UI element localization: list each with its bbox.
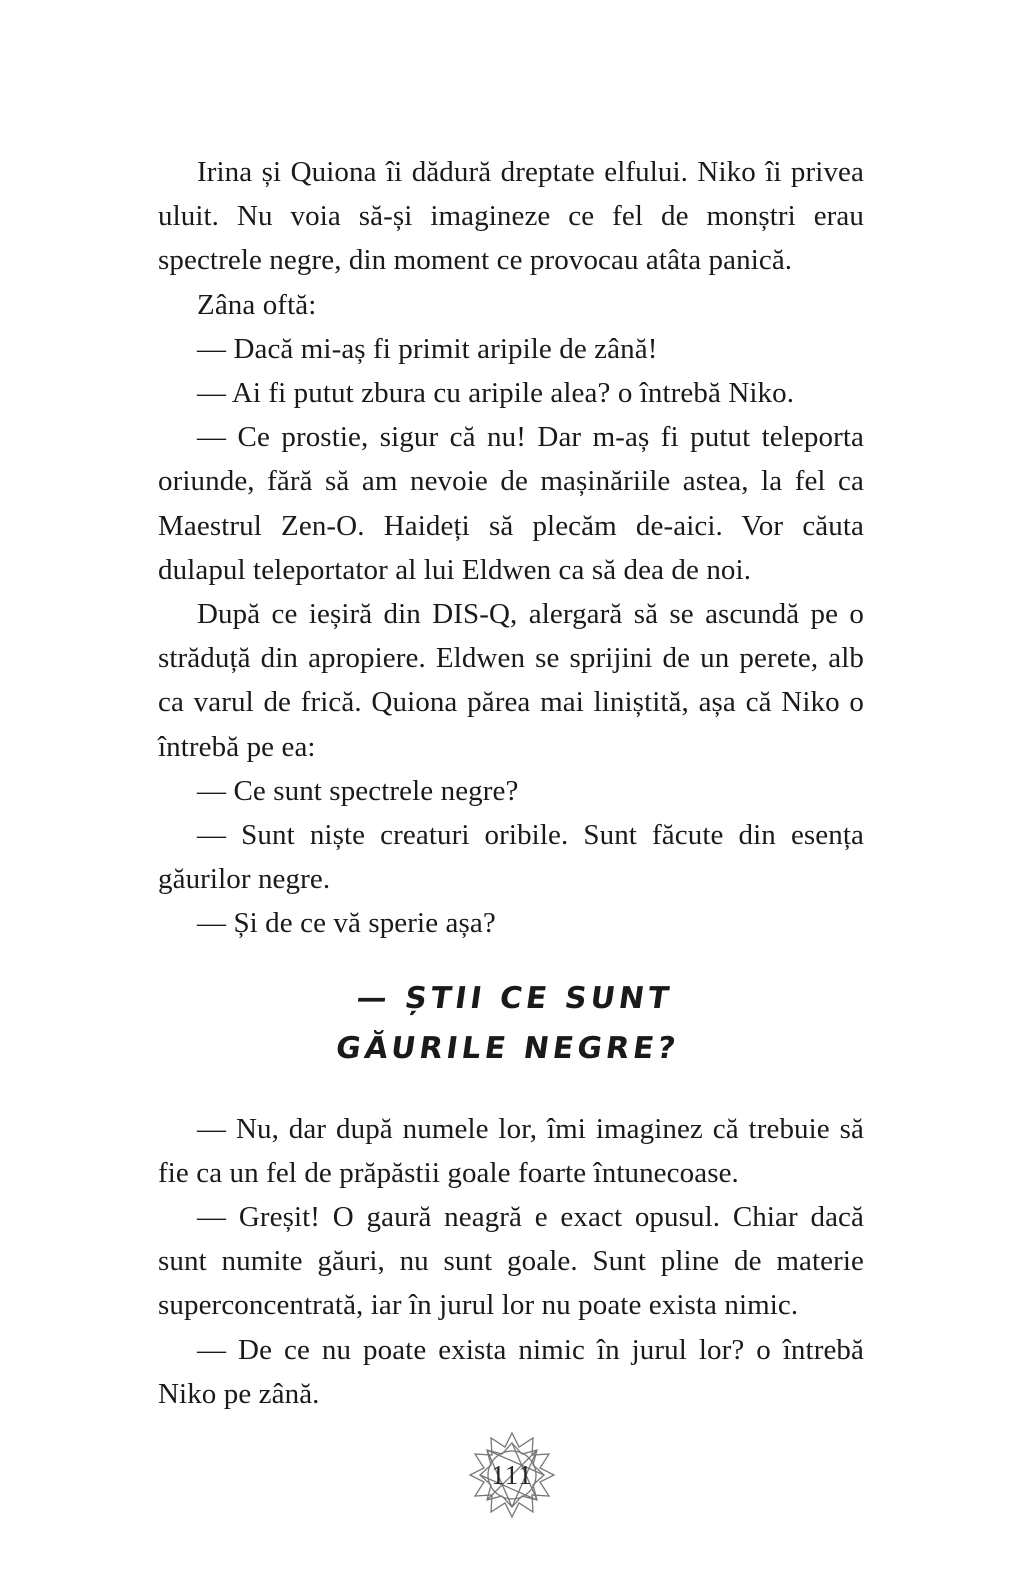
page-number: 111	[491, 1460, 533, 1490]
paragraph-9: — Și de ce vă sperie așa?	[197, 907, 496, 940]
book-page-text	[158, 150, 864, 1416]
paragraph-3: — Dacă mi-aș fi primit aripile de zână!	[197, 332, 658, 365]
paragraph-5: — Ce prostie, sigur că nu! Dar m-aș fi putut teleporta oriunde, fără să am nevoie de mașinăriile astea, la fel ca Maestrul Zen-O. Haideți să plecăm de-aici. Vor căuta dulapul teleportator al lui Eldwen ca să dea de noi.	[158, 421, 864, 586]
paragraph-4: — Ai fi putut zbura cu aripile alea? o întrebă Niko.	[197, 377, 795, 410]
paragraph-8: — Sunt niște creaturi oribile. Sunt făcute din esența găurilor negre.	[158, 819, 864, 896]
paragraph-6: După ce ieșiră din DIS-Q, alergară să se ascundă pe o străduță din apropiere. Eldwen se sprijini de un perete, alb ca varul de frică. Quiona părea mai liniștită, așa că Niko o întrebă pe ea:	[158, 598, 864, 763]
paragraph-11: — Greșit! O gaură neagră e exact opusul. Chiar dacă sunt numite găuri, nu sunt goale. Sunt pline de materie superconcentrată, iar în jurul lor nu poate exista nimic.	[158, 1201, 864, 1322]
paragraph-1: Irina și Quiona îi dădură dreptate elfului. Niko îi privea uluit. Nu voia să-și imagineze ce fel de monștri erau spectrele negre, din moment ce provocau atâta panică.	[158, 156, 864, 277]
paragraph-12: — De ce nu poate exista nimic în jurul lor? o întrebă Niko pe zână.	[158, 1333, 864, 1410]
paragraph-7: — Ce sunt spectrele negre?	[197, 774, 519, 807]
page-number-badge	[467, 1430, 557, 1520]
exclamation-line-2: GĂURILE NEGRE?	[333, 1030, 682, 1066]
exclamation-line-1: — ȘTII CE SUNT	[354, 980, 675, 1016]
paragraph-10: — Nu, dar după numele lor, îmi imaginez că trebuie să fie ca un fel de prăpăstii goale foarte întunecoase.	[158, 1112, 864, 1189]
paragraph-2: Zâna oftă:	[197, 288, 317, 321]
handwritten-exclamation	[151, 974, 871, 1074]
